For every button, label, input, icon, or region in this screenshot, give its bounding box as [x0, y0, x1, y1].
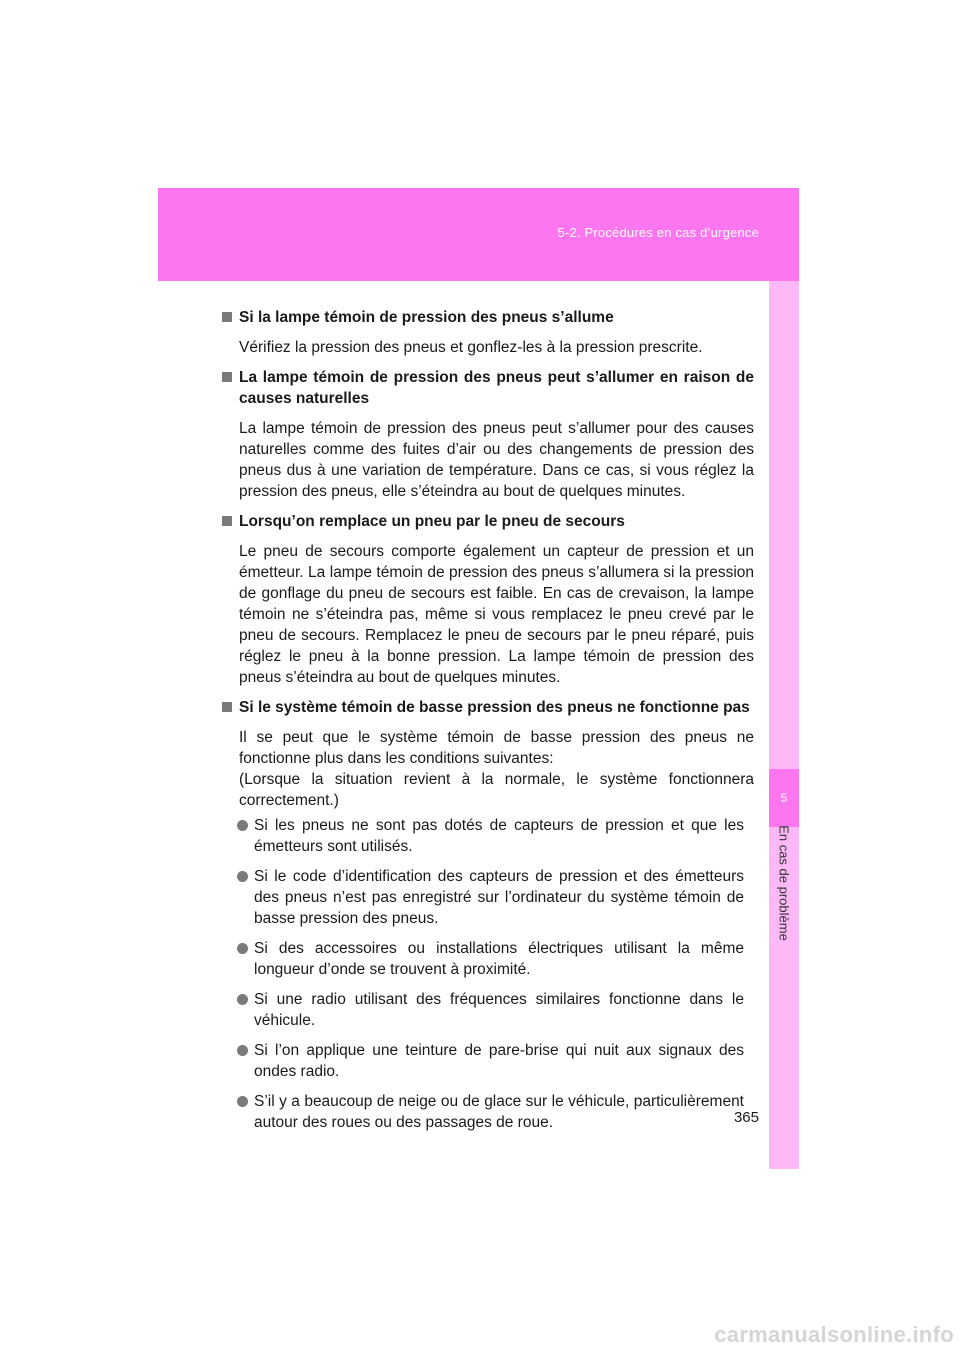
list-item	[222, 938, 754, 980]
list-item-text: Si une radio utilisant des fréquences similaires fonctionne dans le véhicule.	[254, 991, 744, 1029]
square-bullet-icon	[222, 516, 232, 526]
heading-text: Lorsqu’on remplace un pneu par le pneu de secours	[239, 513, 625, 530]
heading-text: La lampe témoin de pression des pneus peut s’allumer en raison de causes naturelles	[239, 369, 754, 407]
chapter-label: En cas de problème	[776, 825, 792, 941]
section-heading	[222, 367, 754, 409]
page-number: 365	[733, 1109, 759, 1126]
chapter-number-box	[769, 769, 799, 827]
list-item-text: Si les pneus ne sont pas dotés de capteurs de pression et que les émetteurs sont utilisés.	[254, 817, 744, 855]
square-bullet-icon	[222, 702, 232, 712]
round-bullet-icon	[237, 1096, 248, 1107]
paragraph-line: Il se peut que le système témoin de basse pression des pneus ne fonctionne plus dans les conditions suivantes:	[239, 729, 754, 767]
round-bullet-icon	[237, 994, 248, 1005]
section-heading	[222, 697, 754, 718]
list-item-text: Si des accessoires ou installations électriques utilisant la même longueur d’onde se trouvent à proximité.	[254, 940, 744, 978]
square-bullet-icon	[222, 372, 232, 382]
list-item-text: S’il y a beaucoup de neige ou de glace sur le véhicule, particulièrement autour des roues ou des passages de roue.	[254, 1093, 744, 1131]
round-bullet-icon	[237, 820, 248, 831]
watermark: carmanualsonline.info	[714, 1322, 954, 1347]
section-paragraph: Le pneu de secours comporte également un capteur de pression et un émetteur. La lampe témoin de pression des pneus s’allumera si la pression de gonflage du pneu de secours est faible. En cas de crevaison, la lampe témoin ne s’éteindra pas, même si vous remplacez le pneu crevé par le pneu de secours. Remplacez le pneu de secours par le pneu réparé, puis réglez le pneu à la bonne pression. La lampe témoin de pression des pneus s’éteindra au bout de quelques minutes.	[239, 543, 754, 686]
list-item	[222, 866, 754, 929]
heading-text: Si la lampe témoin de pression des pneus s’allume	[239, 309, 614, 326]
round-bullet-icon	[237, 943, 248, 954]
list-item	[222, 815, 754, 857]
section-paragraph	[222, 727, 754, 811]
section-heading	[222, 511, 754, 532]
chapter-number: 5	[780, 791, 788, 805]
main-content	[222, 307, 754, 1142]
list-item-text: Si l’on applique une teinture de pare-brise qui nuit aux signaux des ondes radio.	[254, 1042, 744, 1080]
paragraph-line: (Lorsque la situation revient à la normale, le système fonctionnera correctement.)	[239, 771, 754, 809]
section-heading	[222, 307, 754, 328]
list-item	[222, 989, 754, 1031]
list-item-text: Si le code d’identification des capteurs de pression et des émetteurs des pneus n’est pas enregistré sur l’ordinateur du système témoin de basse pression des pneus.	[254, 868, 744, 927]
round-bullet-icon	[237, 1045, 248, 1056]
square-bullet-icon	[222, 312, 232, 322]
list-item	[222, 1040, 754, 1082]
section-paragraph: La lampe témoin de pression des pneus peut s’allumer pour des causes naturelles comme des fuites d’air ou des changements de pression des pneus dus à une variation de température. Dans ce cas, si vous réglez la pression des pneus, elle s’éteindra au bout de quelques minutes.	[239, 420, 754, 500]
section-paragraph: Vérifiez la pression des pneus et gonflez-les à la pression prescrite.	[239, 339, 703, 356]
heading-text: Si le système témoin de basse pression des pneus ne fonctionne pas	[239, 699, 750, 716]
section-title: 5-2. Procédures en cas d’urgence	[557, 225, 759, 240]
list-item	[222, 1091, 754, 1133]
round-bullet-icon	[237, 871, 248, 882]
chapter-tab-strip	[769, 281, 799, 1169]
section-header-band	[158, 188, 799, 281]
